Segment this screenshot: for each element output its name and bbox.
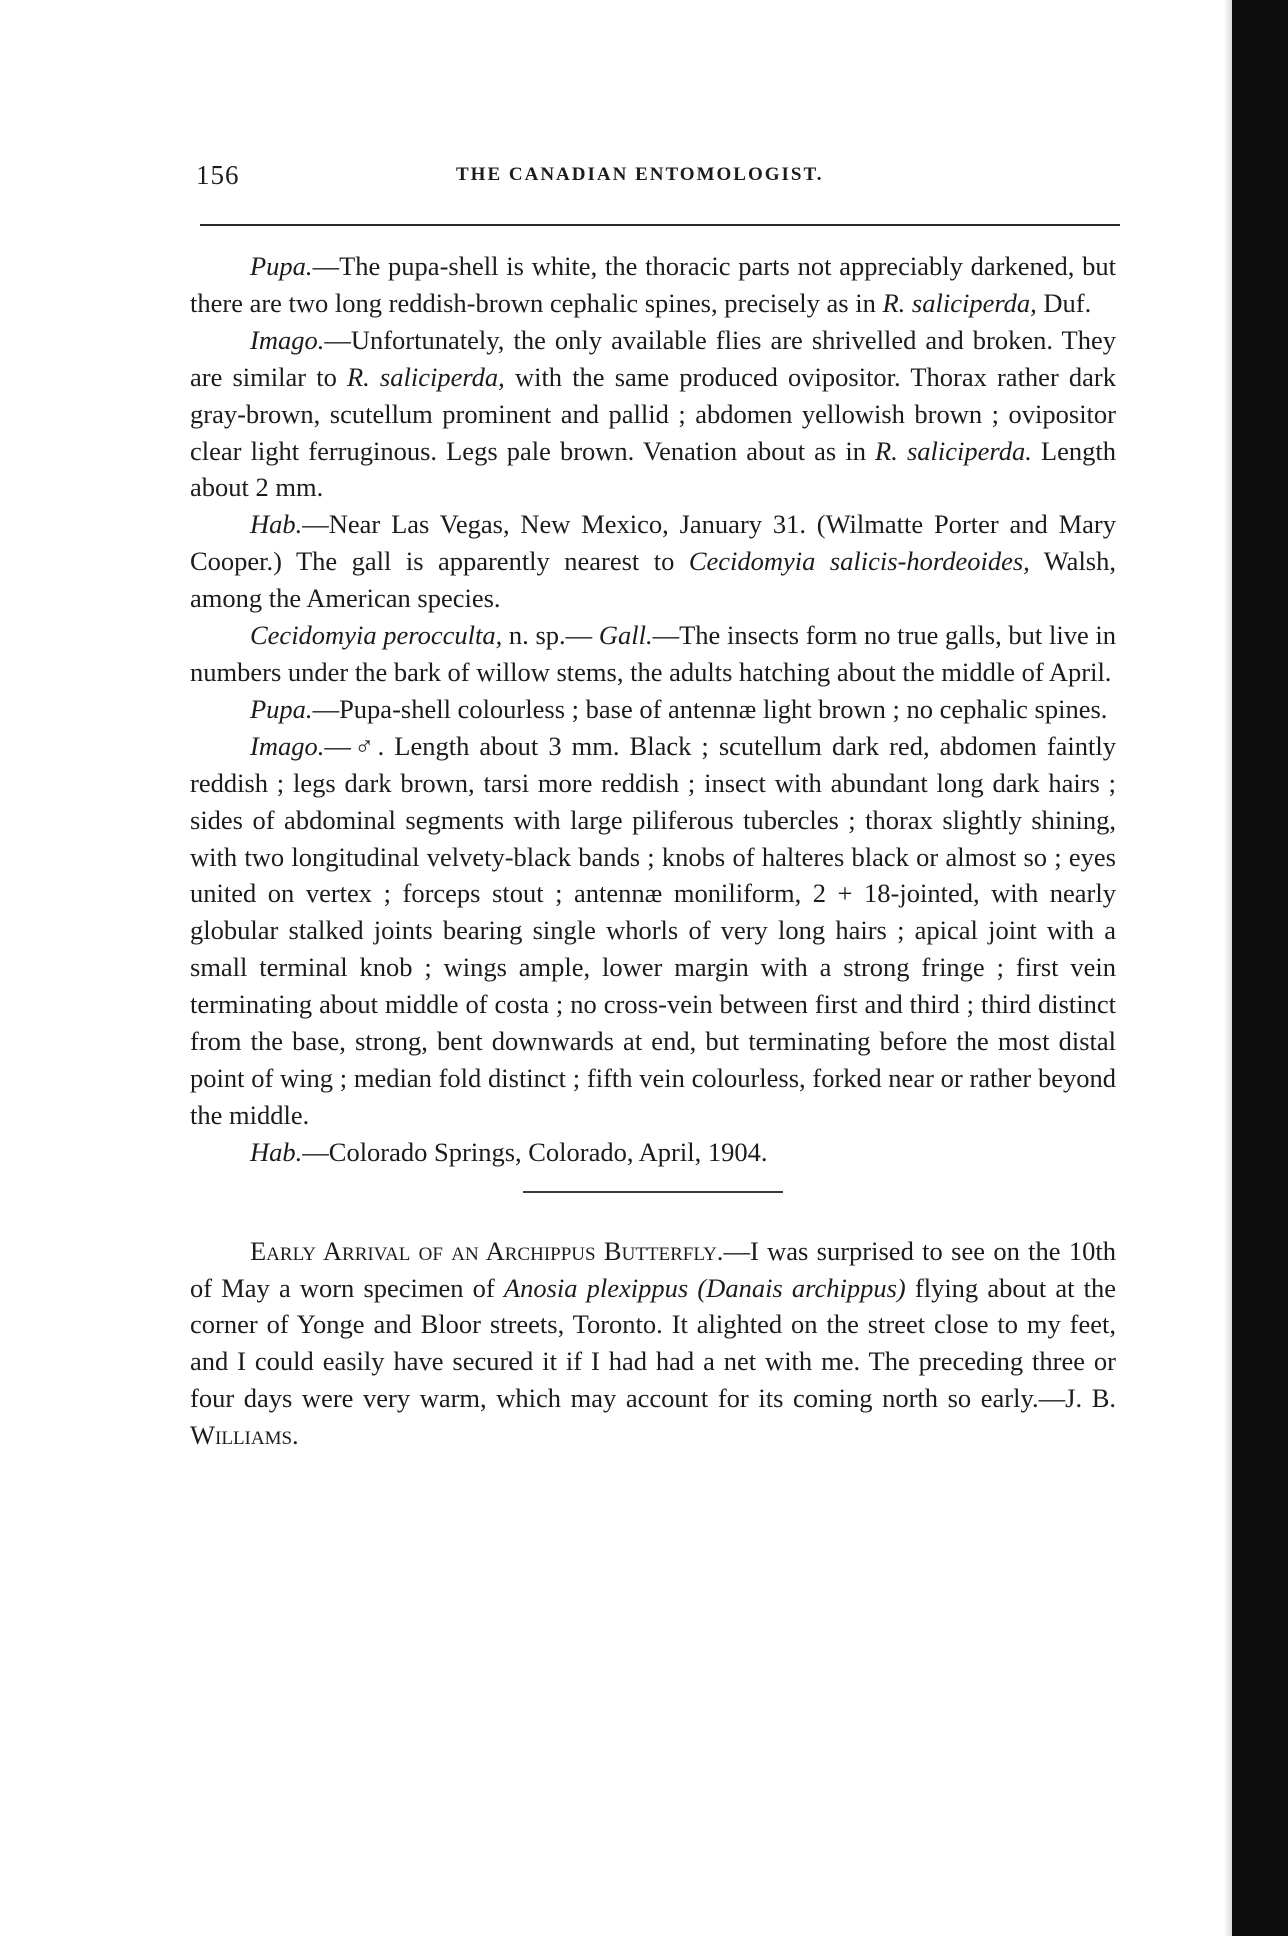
imago-label: Imago.	[250, 324, 325, 355]
running-title: THE CANADIAN ENTOMOLOGIST.	[456, 164, 824, 185]
paragraph-pupa-2	[190, 691, 1116, 728]
paragraph-text: Length about 2 mm.	[190, 435, 1116, 503]
imago-label: Imago.	[250, 730, 325, 761]
habitat-label: Hab.	[250, 1136, 303, 1167]
species-name: R. saliciperda.	[875, 435, 1032, 466]
paragraph-text: Length about 3 mm. Black ; scutellum dark red, abdomen faintly reddish ; legs dark brown, tarsi more reddish ; insect with abundant long dark hairs ; sides of abdominal segments with large piliferous tubercles ; thorax slightly shining, with two longitudinal velvety-black bands ; knobs of halteres black or almost so ; eyes united on vertex ; forceps stout ; antennæ moniliform, 2 + 18-jointed, with nearly globular stalked joints bearing single whorls of very long hairs ; apical joint with a small terminal knob ; wings ample, lower margin with a strong fringe ; first vein terminating about middle of costa ; no cross-vein between first and third ; third distinct from the base, strong, bent downwards at end, but terminating before the most distal point of wing ; median fold distinct ; fifth vein colourless, forked near or rather beyond the middle.	[190, 730, 1116, 1130]
species-name: Anosia plexippus (Danais archippus)	[503, 1272, 906, 1303]
paragraph-habitat-2	[190, 1134, 1116, 1171]
paragraph-text: Walsh, among the American species.	[190, 546, 1116, 614]
page-body	[190, 248, 1116, 1454]
paragraph-imago-2	[190, 728, 1116, 1134]
note-heading: Early Arrival of an Archippus Butterfly.	[250, 1235, 724, 1266]
page-header	[196, 160, 1120, 200]
page-number: 156	[196, 160, 240, 190]
paragraph-text: —Unfortunately, the only available flies are shrivelled and broken. They are similar to	[190, 324, 1116, 392]
gall-label: Gall.	[598, 620, 653, 651]
paragraph-text: n. sp.—	[502, 620, 599, 651]
paragraph-butterfly-note	[190, 1233, 1116, 1454]
paragraph-text: —I was surprised to see on the 10th of May a worn specimen of	[190, 1235, 1117, 1303]
paragraph-habitat-1	[190, 506, 1116, 617]
paragraph-imago-1	[190, 322, 1116, 507]
note-author: Williams.	[190, 1420, 299, 1451]
paragraph-text: —Pupa-shell colourless ; base of antennæ light brown ; no cephalic spines.	[312, 693, 1108, 724]
pupa-label: Pupa.	[250, 693, 313, 724]
species-name: Cecidomyia salicis-hordeoides,	[688, 546, 1030, 577]
paragraph-text: —Colorado Springs, Colorado, April, 1904.	[302, 1136, 768, 1167]
species-name: R. saliciperda,	[346, 361, 505, 392]
header-rule	[200, 224, 1120, 226]
paragraph-text: —The pupa-shell is white, the thoracic parts not appreciably darkened, but there are two long reddish-brown cephalic spines, precisely as in	[190, 251, 1116, 318]
paragraph-text: —The insects form no true galls, but live in numbers under the bark of willow stems, the adults hatching about the middle of April.	[190, 620, 1116, 687]
adjacent-page-edge	[1232, 0, 1288, 1936]
pupa-label: Pupa.	[250, 251, 313, 281]
paragraph-species-description	[190, 617, 1116, 691]
paragraph-text: with the same produced ovipositor. Thorax rather dark gray-brown, scutellum prominent and pallid ; abdomen yellowish brown ; ovipositor clear light ferruginous. Legs pale brown. Venation about as in	[190, 361, 1116, 466]
species-name: Cecidomyia perocculta,	[250, 620, 503, 651]
paragraph-text: flying about at the corner of Yonge and Bloor streets, Toronto. It alighted on the street close to my feet, and I could easily have secured it if I had had a net with me. The preceding three or four days were very warm, which may account for its coming north so early.—J. B.	[190, 1272, 1116, 1414]
paragraph-text: Duf.	[1036, 287, 1092, 318]
habitat-label: Hab.	[250, 509, 303, 540]
species-name: R. saliciperda,	[882, 287, 1037, 318]
paragraph-pupa-1	[190, 248, 1116, 322]
paragraph-text: —Near Las Vegas, New Mexico, January 31. (Wilmatte Porter and Mary Cooper.) The gall is apparently nearest to	[190, 509, 1116, 577]
section-divider	[523, 1191, 783, 1193]
male-symbol: —♂.	[324, 730, 385, 761]
